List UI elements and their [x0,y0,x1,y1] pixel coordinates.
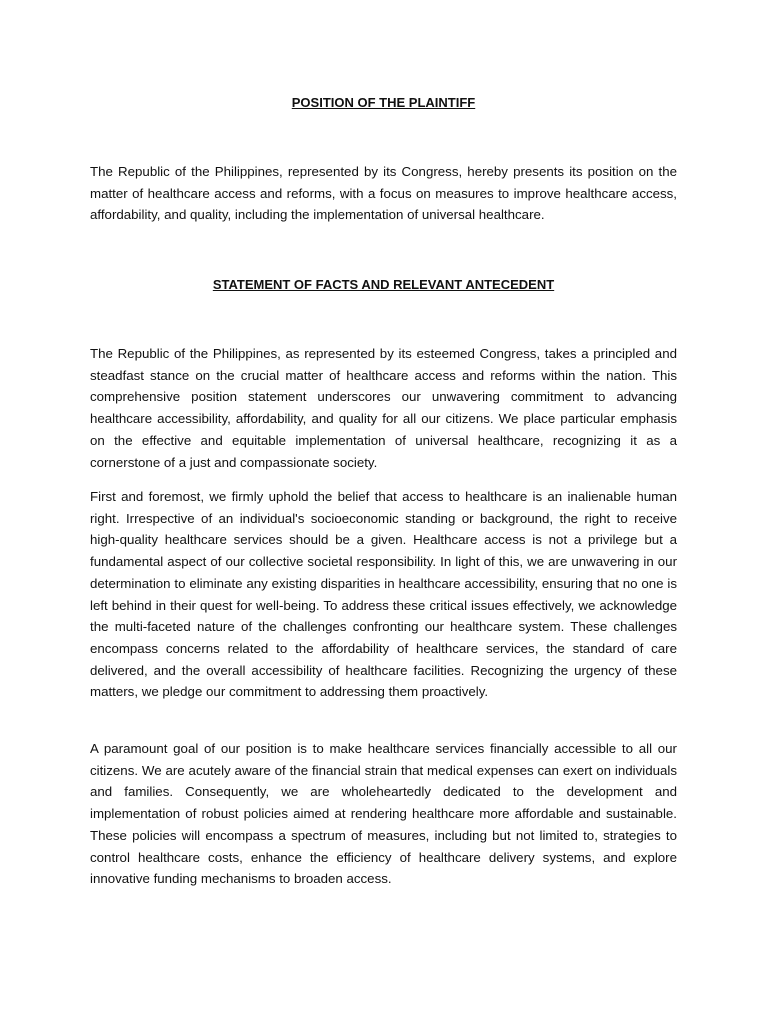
paragraph-stance: The Republic of the Philippines, as represented by its esteemed Congress, takes a principled and steadfast stance on the crucial matter of healthcare access and reforms within the nation. This comprehensive position statement underscores our unwavering commitment to advancing healthcare accessibility, affordability, and quality for all our citizens. We place particular emphasis on the effective and equitable implementation of universal healthcare, recognizing it as a cornerstone of a just and compassionate society. [90,346,677,470]
paragraph-financial-access: A paramount goal of our position is to make healthcare services financially accessible to all our citizens. We are acutely aware of the financial strain that medical expenses can exert on individuals and families. Consequently, we are wholeheartedly dedicated to the development and implementation of robust policies aimed at rendering healthcare more affordable and sustainable. These policies will encompass a spectrum of measures, including but not limited to, strategies to control healthcare costs, enhance the efficiency of healthcare delivery systems, and explore innovative funding mechanisms to broaden access. [90,741,677,887]
section-heading-position: POSITION OF THE PLAINTIFF [291,95,476,110]
paragraph-healthcare-right: First and foremost, we firmly uphold the belief that access to healthcare is an inalienable human right. Irrespective of an individual's socioeconomic standing or background, the right to receive high-quality healthcare services should be a given. Healthcare access is not a privilege but a fundamental aspect of our collective societal responsibility. In light of this, we are unwavering in our determination to eliminate any existing disparities in healthcare accessibility, ensuring that no one is left behind in their quest for well-being. To address these critical issues effectively, we acknowledge the multi-faceted nature of the challenges confronting our healthcare system. These challenges encompass concerns related to the affordability of healthcare services, the standard of care delivered, and the overall accessibility of healthcare facilities. Recognizing the urgency of these matters, we pledge our commitment to addressing them proactively. [90,489,677,700]
paragraph-intro: The Republic of the Philippines, represented by its Congress, hereby presents its position on the matter of healthcare access and reforms, with a focus on measures to improve healthcare access, affordability, and quality, including the implementation of universal healthcare. [90,164,677,223]
section-heading-statement-of-facts: STATEMENT OF FACTS AND RELEVANT ANTECEDENT [212,277,555,292]
